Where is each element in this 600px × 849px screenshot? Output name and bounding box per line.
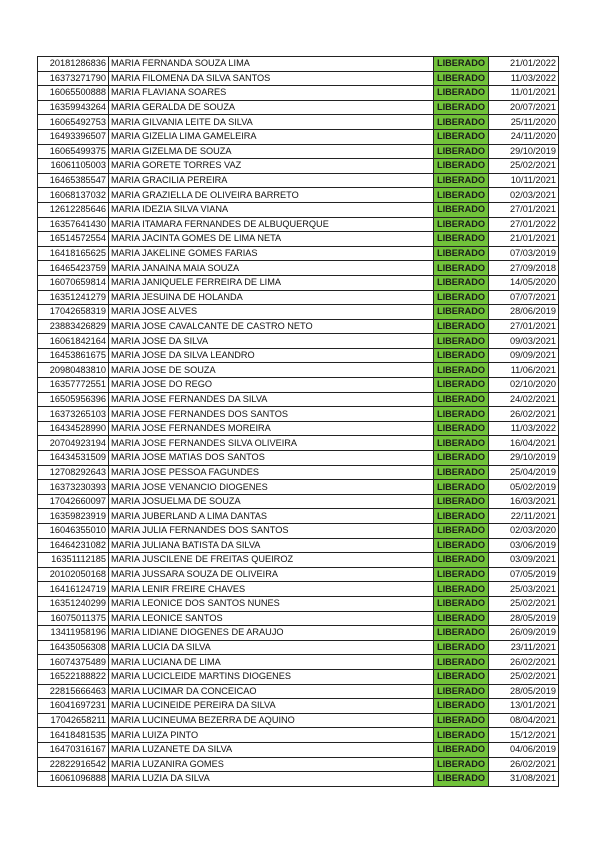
- table-row: [38, 159, 559, 174]
- person-name: MARIA JUSSARA SOUZA DE OLIVEIRA: [109, 567, 434, 582]
- registration-number: 16359943264: [38, 100, 109, 115]
- table-row: [38, 421, 559, 436]
- table-row: [38, 261, 559, 276]
- registration-number: 16505956396: [38, 392, 109, 407]
- status-badge: LIBERADO: [434, 261, 489, 276]
- table-row: [38, 713, 559, 728]
- registration-number: 23883426829: [38, 319, 109, 334]
- table-row: [38, 275, 559, 290]
- status-badge: LIBERADO: [434, 129, 489, 144]
- status-badge: LIBERADO: [434, 582, 489, 597]
- person-name: MARIA GIZELIA LIMA GAMELEIRA: [109, 129, 434, 144]
- status-badge: LIBERADO: [434, 363, 489, 378]
- table-row: [38, 144, 559, 159]
- table-row: [38, 640, 559, 655]
- table-row: [38, 71, 559, 86]
- table-row: [38, 217, 559, 232]
- table-row: [38, 392, 559, 407]
- release-date: 05/02/2019: [489, 480, 559, 495]
- release-date: 10/11/2021: [489, 173, 559, 188]
- registration-number: 16074375489: [38, 655, 109, 670]
- table-row: [38, 305, 559, 320]
- release-date: 26/02/2021: [489, 407, 559, 422]
- release-date: 04/06/2019: [489, 742, 559, 757]
- person-name: MARIA LUIZA PINTO: [109, 728, 434, 743]
- status-badge: LIBERADO: [434, 451, 489, 466]
- registration-number: 16434528990: [38, 421, 109, 436]
- person-name: MARIA JOSE PESSOA FAGUNDES: [109, 465, 434, 480]
- person-name: MARIA JOSE VENANCIO DIOGENES: [109, 480, 434, 495]
- person-name: MARIA FILOMENA DA SILVA SANTOS: [109, 71, 434, 86]
- person-name: MARIA JOSE DA SILVA LEANDRO: [109, 348, 434, 363]
- status-badge: LIBERADO: [434, 290, 489, 305]
- release-date: 27/01/2021: [489, 202, 559, 217]
- person-name: MARIA GIZELMA DE SOUZA: [109, 144, 434, 159]
- table-row: [38, 772, 559, 787]
- table-row: [38, 567, 559, 582]
- person-name: MARIA JOSE FERNANDES DOS SANTOS: [109, 407, 434, 422]
- status-badge: LIBERADO: [434, 188, 489, 203]
- table-row: [38, 480, 559, 495]
- status-badge: LIBERADO: [434, 757, 489, 772]
- release-date: 09/03/2021: [489, 334, 559, 349]
- release-date: 29/10/2019: [489, 451, 559, 466]
- registration-number: 16357772551: [38, 378, 109, 393]
- registration-number: 16514572554: [38, 232, 109, 247]
- status-badge: LIBERADO: [434, 115, 489, 130]
- registration-number: 16416124719: [38, 582, 109, 597]
- release-date: 02/03/2021: [489, 188, 559, 203]
- table-row: [38, 451, 559, 466]
- table-row: [38, 378, 559, 393]
- release-date: 21/01/2022: [489, 57, 559, 72]
- person-name: MARIA LUCIANA DE LIMA: [109, 655, 434, 670]
- release-date: 27/01/2022: [489, 217, 559, 232]
- release-date: 09/09/2021: [489, 348, 559, 363]
- table-row: [38, 290, 559, 305]
- person-name: MARIA LUCINEIDE PEREIRA DA SILVA: [109, 699, 434, 714]
- table-row: [38, 232, 559, 247]
- table-row: [38, 494, 559, 509]
- status-badge: LIBERADO: [434, 232, 489, 247]
- status-badge: LIBERADO: [434, 567, 489, 582]
- registration-number: 16464231082: [38, 538, 109, 553]
- registration-number: 16065499375: [38, 144, 109, 159]
- status-badge: LIBERADO: [434, 611, 489, 626]
- release-date: 16/03/2021: [489, 494, 559, 509]
- status-badge: LIBERADO: [434, 772, 489, 787]
- table-row: [38, 626, 559, 641]
- status-badge: LIBERADO: [434, 626, 489, 641]
- release-date: 24/02/2021: [489, 392, 559, 407]
- release-date: 20/07/2021: [489, 100, 559, 115]
- release-date: 27/09/2018: [489, 261, 559, 276]
- registration-number: 16065492753: [38, 115, 109, 130]
- release-date: 28/06/2019: [489, 305, 559, 320]
- status-badge: LIBERADO: [434, 100, 489, 115]
- status-badge: LIBERADO: [434, 742, 489, 757]
- person-name: MARIA LUCIA DA SILVA: [109, 640, 434, 655]
- table-row: [38, 407, 559, 422]
- table-row: [38, 509, 559, 524]
- table-body: [38, 57, 559, 787]
- table-row: [38, 348, 559, 363]
- status-badge: LIBERADO: [434, 436, 489, 451]
- person-name: MARIA JACINTA GOMES DE LIMA NETA: [109, 232, 434, 247]
- status-badge: LIBERADO: [434, 538, 489, 553]
- person-name: MARIA JANIQUELE FERREIRA DE LIMA: [109, 275, 434, 290]
- status-badge: LIBERADO: [434, 699, 489, 714]
- release-date: 07/07/2021: [489, 290, 559, 305]
- person-name: MARIA JOSE ALVES: [109, 305, 434, 320]
- table-row: [38, 319, 559, 334]
- person-name: MARIA JOSUELMA DE SOUZA: [109, 494, 434, 509]
- registration-number: 17042658211: [38, 713, 109, 728]
- registration-number: 22822916542: [38, 757, 109, 772]
- status-badge: LIBERADO: [434, 684, 489, 699]
- release-date: 15/12/2021: [489, 728, 559, 743]
- release-date: 24/11/2020: [489, 129, 559, 144]
- registration-number: 20704923194: [38, 436, 109, 451]
- release-date: 16/04/2021: [489, 436, 559, 451]
- release-date: 14/05/2020: [489, 275, 559, 290]
- release-date: 11/01/2021: [489, 86, 559, 101]
- person-name: MARIA JESUINA DE HOLANDA: [109, 290, 434, 305]
- registration-number: 16061105003: [38, 159, 109, 174]
- status-badge: LIBERADO: [434, 640, 489, 655]
- person-name: MARIA GERALDA DE SOUZA: [109, 100, 434, 115]
- release-date: 26/02/2021: [489, 757, 559, 772]
- registration-number: 13411958196: [38, 626, 109, 641]
- beneficiary-table: [37, 56, 559, 787]
- status-badge: LIBERADO: [434, 509, 489, 524]
- release-date: 31/08/2021: [489, 772, 559, 787]
- registration-number: 16351240299: [38, 596, 109, 611]
- release-date: 23/11/2021: [489, 640, 559, 655]
- status-badge: LIBERADO: [434, 57, 489, 72]
- person-name: MARIA LUZANETE DA SILVA: [109, 742, 434, 757]
- release-date: 25/03/2021: [489, 582, 559, 597]
- person-name: MARIA LUCINEUMA BEZERRA DE AQUINO: [109, 713, 434, 728]
- person-name: MARIA FERNANDA SOUZA LIMA: [109, 57, 434, 72]
- person-name: MARIA JOSE FERNANDES SILVA OLIVEIRA: [109, 436, 434, 451]
- status-badge: LIBERADO: [434, 202, 489, 217]
- release-date: 26/09/2019: [489, 626, 559, 641]
- release-date: 29/10/2019: [489, 144, 559, 159]
- release-date: 02/03/2020: [489, 524, 559, 539]
- status-badge: LIBERADO: [434, 378, 489, 393]
- registration-number: 16068137032: [38, 188, 109, 203]
- status-badge: LIBERADO: [434, 86, 489, 101]
- registration-number: 16522188822: [38, 669, 109, 684]
- table-row: [38, 334, 559, 349]
- registration-number: 16065500888: [38, 86, 109, 101]
- table-row: [38, 596, 559, 611]
- registration-number: 16434531509: [38, 451, 109, 466]
- release-date: 08/04/2021: [489, 713, 559, 728]
- table-row: [38, 538, 559, 553]
- person-name: MARIA JULIANA BATISTA DA SILVA: [109, 538, 434, 553]
- registration-number: 16373271790: [38, 71, 109, 86]
- registration-number: 16418165625: [38, 246, 109, 261]
- registration-number: 12612285646: [38, 202, 109, 217]
- person-name: MARIA JOSE CAVALCANTE DE CASTRO NETO: [109, 319, 434, 334]
- registration-number: 16359823919: [38, 509, 109, 524]
- status-badge: LIBERADO: [434, 246, 489, 261]
- registration-number: 16041697231: [38, 699, 109, 714]
- table-row: [38, 684, 559, 699]
- person-name: MARIA GILVANIA LEITE DA SILVA: [109, 115, 434, 130]
- status-badge: LIBERADO: [434, 421, 489, 436]
- table-row: [38, 699, 559, 714]
- person-name: MARIA LUZANIRA GOMES: [109, 757, 434, 772]
- registration-number: 16061096888: [38, 772, 109, 787]
- table-row: [38, 86, 559, 101]
- release-date: 13/01/2021: [489, 699, 559, 714]
- release-date: 28/05/2019: [489, 611, 559, 626]
- release-date: 22/11/2021: [489, 509, 559, 524]
- person-name: MARIA LUCICLEIDE MARTINS DIOGENES: [109, 669, 434, 684]
- status-badge: LIBERADO: [434, 480, 489, 495]
- person-name: MARIA LENIR FREIRE CHAVES: [109, 582, 434, 597]
- registration-number: 16435056308: [38, 640, 109, 655]
- status-badge: LIBERADO: [434, 275, 489, 290]
- status-badge: LIBERADO: [434, 348, 489, 363]
- registration-number: 16465423759: [38, 261, 109, 276]
- release-date: 21/01/2021: [489, 232, 559, 247]
- registration-number: 22815666463: [38, 684, 109, 699]
- table-row: [38, 669, 559, 684]
- release-date: 03/06/2019: [489, 538, 559, 553]
- person-name: MARIA JOSE DE SOUZA: [109, 363, 434, 378]
- registration-number: 16418481535: [38, 728, 109, 743]
- table-row: [38, 129, 559, 144]
- table-row: [38, 57, 559, 72]
- person-name: MARIA LIDIANE DIOGENES DE ARAUJO: [109, 626, 434, 641]
- status-badge: LIBERADO: [434, 524, 489, 539]
- person-name: MARIA IDEZIA SILVA VIANA: [109, 202, 434, 217]
- table-row: [38, 553, 559, 568]
- table-row: [38, 100, 559, 115]
- release-date: 11/03/2022: [489, 71, 559, 86]
- person-name: MARIA JOSE FERNANDES MOREIRA: [109, 421, 434, 436]
- person-name: MARIA JOSE MATIAS DOS SANTOS: [109, 451, 434, 466]
- release-date: 07/05/2019: [489, 567, 559, 582]
- release-date: 27/01/2021: [489, 319, 559, 334]
- status-badge: LIBERADO: [434, 655, 489, 670]
- person-name: MARIA LUCIMAR DA CONCEICAO: [109, 684, 434, 699]
- registration-number: 16351241279: [38, 290, 109, 305]
- release-date: 07/03/2019: [489, 246, 559, 261]
- release-date: 11/06/2021: [489, 363, 559, 378]
- registration-number: 17042658319: [38, 305, 109, 320]
- table-row: [38, 757, 559, 772]
- table-row: [38, 202, 559, 217]
- person-name: MARIA JOSE DA SILVA: [109, 334, 434, 349]
- person-name: MARIA JANAINA MAIA SOUZA: [109, 261, 434, 276]
- status-badge: LIBERADO: [434, 553, 489, 568]
- release-date: 25/02/2021: [489, 596, 559, 611]
- release-date: 25/02/2021: [489, 159, 559, 174]
- status-badge: LIBERADO: [434, 728, 489, 743]
- status-badge: LIBERADO: [434, 713, 489, 728]
- person-name: MARIA GRACILIA PEREIRA: [109, 173, 434, 188]
- table-row: [38, 363, 559, 378]
- registration-number: 16373265103: [38, 407, 109, 422]
- status-badge: LIBERADO: [434, 465, 489, 480]
- table-row: [38, 742, 559, 757]
- release-date: 25/11/2020: [489, 115, 559, 130]
- registration-number: 16046355010: [38, 524, 109, 539]
- registration-number: 16075011375: [38, 611, 109, 626]
- table-row: [38, 582, 559, 597]
- table-row: [38, 188, 559, 203]
- status-badge: LIBERADO: [434, 71, 489, 86]
- table-row: [38, 728, 559, 743]
- person-name: MARIA GORETE TORRES VAZ: [109, 159, 434, 174]
- registration-number: 16351112185: [38, 553, 109, 568]
- status-badge: LIBERADO: [434, 217, 489, 232]
- person-name: MARIA JUSCILENE DE FREITAS QUEIROZ: [109, 553, 434, 568]
- person-name: MARIA JAKELINE GOMES FARIAS: [109, 246, 434, 261]
- release-date: 03/09/2021: [489, 553, 559, 568]
- release-date: 28/05/2019: [489, 684, 559, 699]
- status-badge: LIBERADO: [434, 319, 489, 334]
- registration-number: 20181286836: [38, 57, 109, 72]
- table-row: [38, 115, 559, 130]
- status-badge: LIBERADO: [434, 173, 489, 188]
- person-name: MARIA JULIA FERNANDES DOS SANTOS: [109, 524, 434, 539]
- table-row: [38, 436, 559, 451]
- person-name: MARIA GRAZIELLA DE OLIVEIRA BARRETO: [109, 188, 434, 203]
- status-badge: LIBERADO: [434, 144, 489, 159]
- table-row: [38, 173, 559, 188]
- status-badge: LIBERADO: [434, 494, 489, 509]
- registration-number: 20980483810: [38, 363, 109, 378]
- table-row: [38, 655, 559, 670]
- table-row: [38, 465, 559, 480]
- status-badge: LIBERADO: [434, 392, 489, 407]
- person-name: MARIA ITAMARA FERNANDES DE ALBUQUERQUE: [109, 217, 434, 232]
- status-badge: LIBERADO: [434, 305, 489, 320]
- registration-number: 16070659814: [38, 275, 109, 290]
- registration-number: 16493396507: [38, 129, 109, 144]
- status-badge: LIBERADO: [434, 159, 489, 174]
- person-name: MARIA LUZIA DA SILVA: [109, 772, 434, 787]
- registration-number: 16453861675: [38, 348, 109, 363]
- person-name: MARIA LEONICE DOS SANTOS NUNES: [109, 596, 434, 611]
- registration-number: 16061842164: [38, 334, 109, 349]
- status-badge: LIBERADO: [434, 596, 489, 611]
- registration-number: 16373230393: [38, 480, 109, 495]
- release-date: 26/02/2021: [489, 655, 559, 670]
- person-name: MARIA JOSE DO REGO: [109, 378, 434, 393]
- person-name: MARIA JOSE FERNANDES DA SILVA: [109, 392, 434, 407]
- release-date: 02/10/2020: [489, 378, 559, 393]
- person-name: MARIA JUBERLAND A LIMA DANTAS: [109, 509, 434, 524]
- status-badge: LIBERADO: [434, 407, 489, 422]
- release-date: 11/03/2022: [489, 421, 559, 436]
- table-row: [38, 524, 559, 539]
- release-date: 25/04/2019: [489, 465, 559, 480]
- table-row: [38, 246, 559, 261]
- registration-number: 16470316167: [38, 742, 109, 757]
- registration-number: 12708292643: [38, 465, 109, 480]
- registration-number: 20102050168: [38, 567, 109, 582]
- release-date: 25/02/2021: [489, 669, 559, 684]
- person-name: MARIA LEONICE SANTOS: [109, 611, 434, 626]
- person-name: MARIA FLAVIANA SOARES: [109, 86, 434, 101]
- status-badge: LIBERADO: [434, 334, 489, 349]
- registration-number: 17042660097: [38, 494, 109, 509]
- status-badge: LIBERADO: [434, 669, 489, 684]
- table-row: [38, 611, 559, 626]
- registration-number: 16357641430: [38, 217, 109, 232]
- registration-number: 16465385547: [38, 173, 109, 188]
